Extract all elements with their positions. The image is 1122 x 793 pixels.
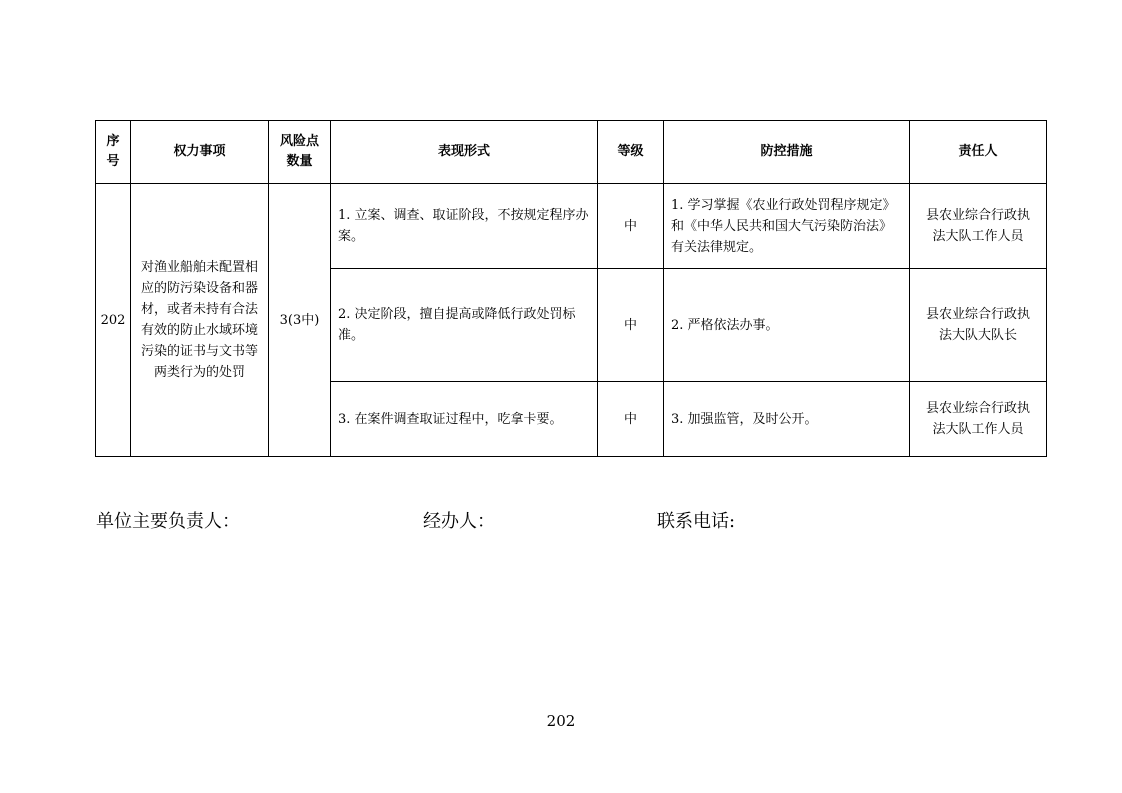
cell-form: 2. 决定阶段，擅自提高或降低行政处罚标准。 [331, 269, 598, 382]
cell-responsible: 县农业综合行政执法大队工作人员 [910, 184, 1047, 269]
cell-count: 3(3中) [269, 184, 331, 457]
cell-measure: 2. 严格依法办事。 [664, 269, 910, 382]
cell-measure: 3. 加强监管，及时公开。 [664, 382, 910, 457]
cell-measure: 1. 学习掌握《农业行政处罚程序规定》和《中华人民共和国大气污染防治法》有关法律规定。 [664, 184, 910, 269]
handler-label: 经办人： [423, 511, 495, 532]
cell-form: 3. 在案件调查取证过程中，吃拿卡要。 [331, 382, 598, 457]
header-level: 等级 [598, 121, 664, 184]
cell-level: 中 [598, 184, 664, 269]
cell-form: 1. 立案、调查、取证阶段，不按规定程序办案。 [331, 184, 598, 269]
header-power: 权力事项 [131, 121, 269, 184]
cell-level: 中 [598, 382, 664, 457]
header-seq: 序号 [96, 121, 131, 184]
cell-power: 对渔业船舶未配置相应的防污染设备和器材，或者未持有合法有效的防止水域环境污染的证书与文书等两类行为的处罚 [131, 184, 269, 457]
cell-responsible: 县农业综合行政执法大队工作人员 [910, 382, 1047, 457]
page-number: 202 [546, 712, 576, 730]
header-count: 风险点数量 [269, 121, 331, 184]
cell-level: 中 [598, 269, 664, 382]
header-responsible: 责任人 [910, 121, 1047, 184]
table-header-row [96, 121, 1047, 184]
header-form: 表现形式 [331, 121, 598, 184]
table-row [96, 184, 1047, 269]
header-measures: 防控措施 [664, 121, 910, 184]
unit-leader-label: 单位主要负责人： [96, 511, 240, 532]
phone-label: 联系电话: [657, 511, 736, 532]
risk-table [95, 120, 1047, 457]
cell-responsible: 县农业综合行政执法大队大队长 [910, 269, 1047, 382]
cell-seq: 202 [96, 184, 131, 457]
